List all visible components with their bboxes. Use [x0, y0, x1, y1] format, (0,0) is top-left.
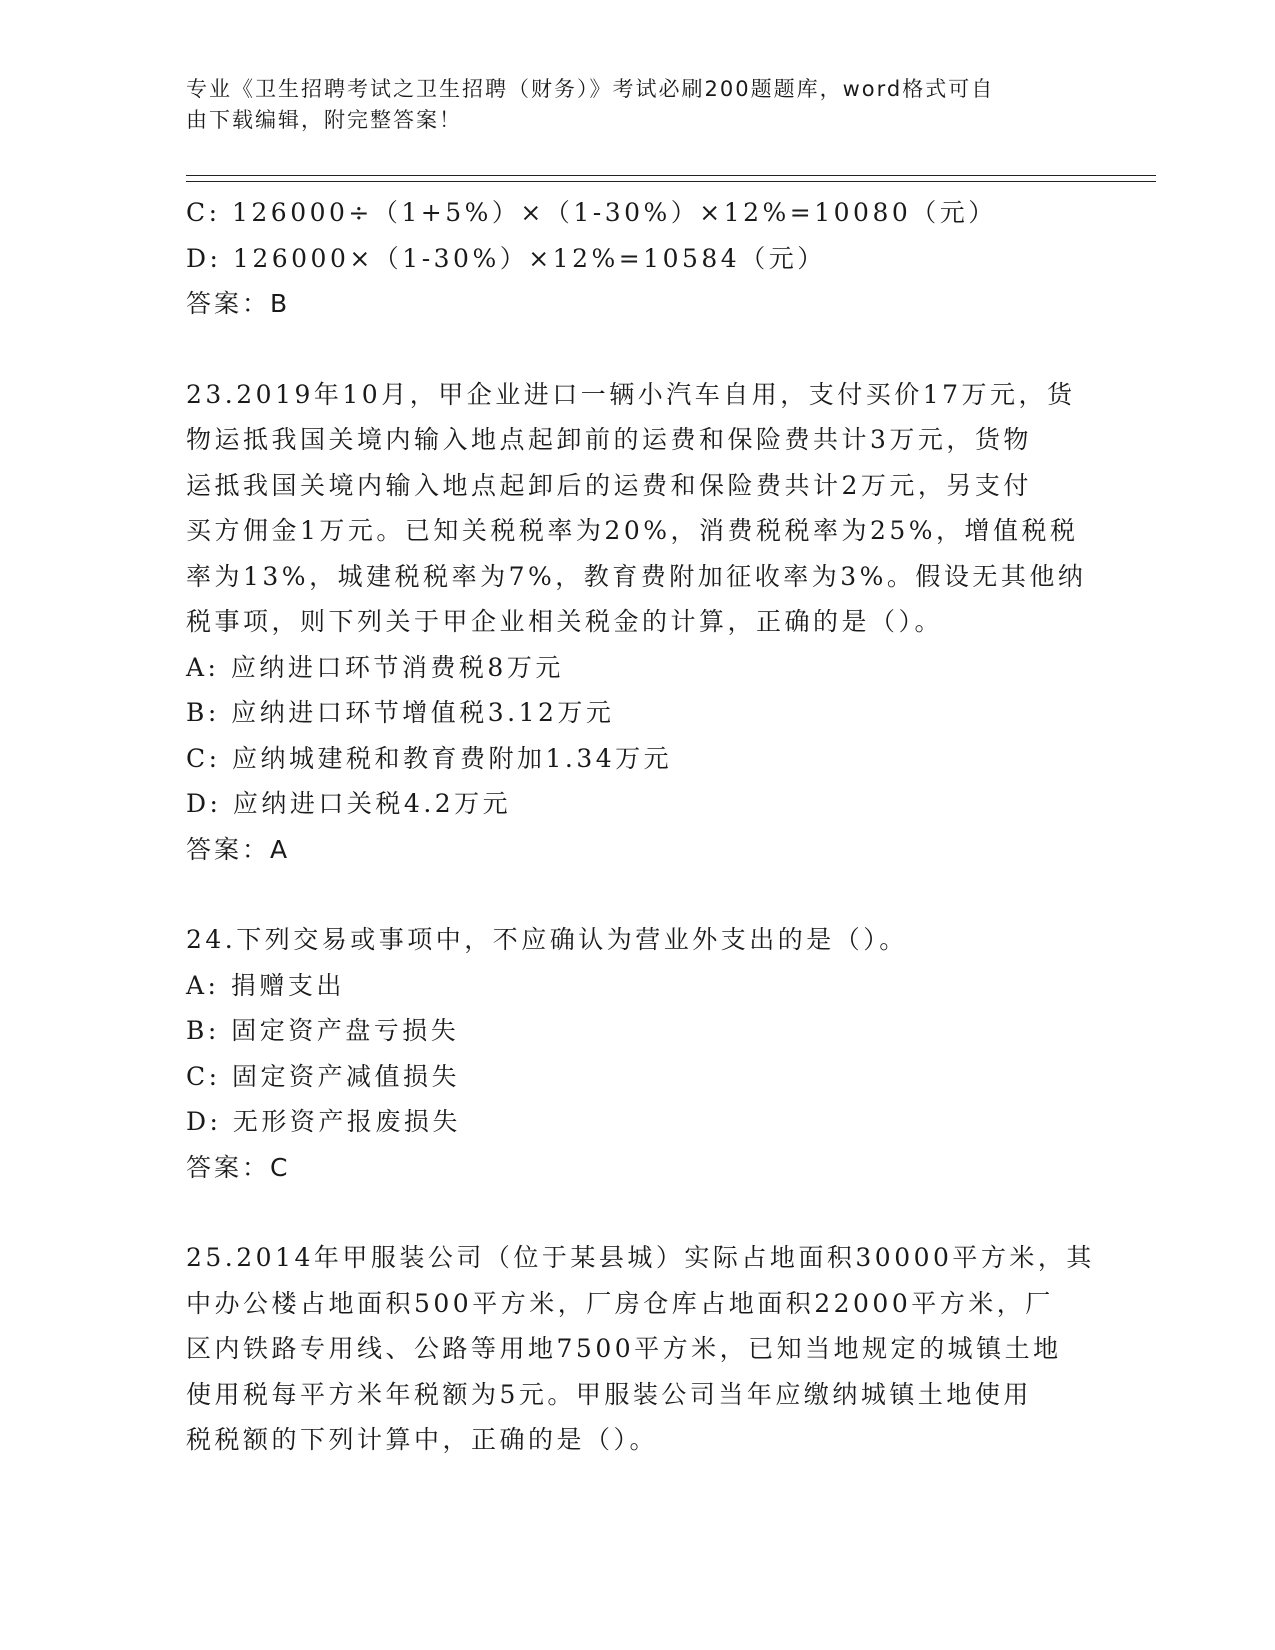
question-text-line: 25.2014年甲服装公司（位于某县城）实际占地面积30000平方米，其: [186, 1243, 1095, 1272]
question-content: [186, 190, 1095, 1463]
question-text-line: 买方佣金1万元。已知关税税率为20%，消费税税率为25%，增值税税: [186, 516, 1079, 545]
option-a: A: 应纳进口环节消费税8万元: [186, 652, 564, 682]
option-c: C: 固定资产减值损失: [186, 1061, 460, 1091]
question-text-line: 率为13%，城建税税率为7%，教育费附加征收率为3%。假设无其他纳: [186, 561, 1087, 591]
header-rule-top: [186, 175, 1156, 176]
option-d: D: 无形资产报废损失: [186, 1107, 461, 1136]
question-text-line: 中办公楼占地面积500平方米，厂房仓库占地面积22000平方米，厂: [186, 1288, 1054, 1318]
document-header: [186, 74, 1066, 136]
question-text-line: 物运抵我国关境内输入地点起卸前的运费和保险费共计3万元，货物: [186, 425, 1032, 454]
option-a: A: 捐赠支出: [186, 970, 345, 1000]
question-text-line: 使用税每平方米年税额为5元。甲服装公司当年应缴纳城镇土地使用: [186, 1379, 1032, 1409]
answer-line: 答案：C: [186, 1152, 291, 1182]
spacer: [186, 872, 1086, 917]
option-b: B: 应纳进口环节增值税3.12万元: [186, 698, 615, 727]
option-d: D: 126000×（1-30%）×12%=10584（元）: [186, 243, 826, 273]
answer-line: 答案：A: [186, 834, 291, 864]
question-23: [186, 372, 1086, 873]
question-text-line: 区内铁路专用线、公路等用地7500平方米，已知当地规定的城镇土地: [186, 1334, 1062, 1363]
question-text-line: 23.2019年10月，甲企业进口一辆小汽车自用，支付买价17万元，货: [186, 379, 1076, 409]
question-text-line: 税税额的下列计算中，正确的是（）。: [186, 1425, 659, 1454]
question-text-line: 税事项，则下列关于甲企业相关税金的计算，正确的是（）。: [186, 607, 944, 636]
question-25: [186, 1235, 1095, 1463]
question-22-tail: [186, 190, 1086, 327]
answer-line: 答案：B: [186, 289, 291, 318]
question-text-line: 24.下列交易或事项中，不应确认为营业外支出的是（）。: [186, 925, 908, 954]
option-b: B: 固定资产盘亏损失: [186, 1016, 460, 1045]
header-line-1: 专业《卫生招聘考试之卫生招聘（财务）》考试必刷200题题库，word格式可自: [186, 77, 995, 101]
question-24: [186, 917, 1086, 1190]
header-line-2: 由下载编辑，附完整答案！: [186, 108, 462, 132]
option-c: C: 应纳城建税和教育费附加1.34万元: [186, 743, 673, 773]
header-rule-bottom: [186, 181, 1156, 182]
spacer: [186, 327, 1086, 372]
question-text-line: 运抵我国关境内输入地点起卸后的运费和保险费共计2万元，另支付: [186, 470, 1032, 500]
option-c: C: 126000÷（1+5%）×（1-30%）×12%=10080（元）: [186, 198, 997, 227]
option-d: D: 应纳进口关税4.2万元: [186, 789, 512, 818]
spacer: [186, 1190, 1086, 1235]
